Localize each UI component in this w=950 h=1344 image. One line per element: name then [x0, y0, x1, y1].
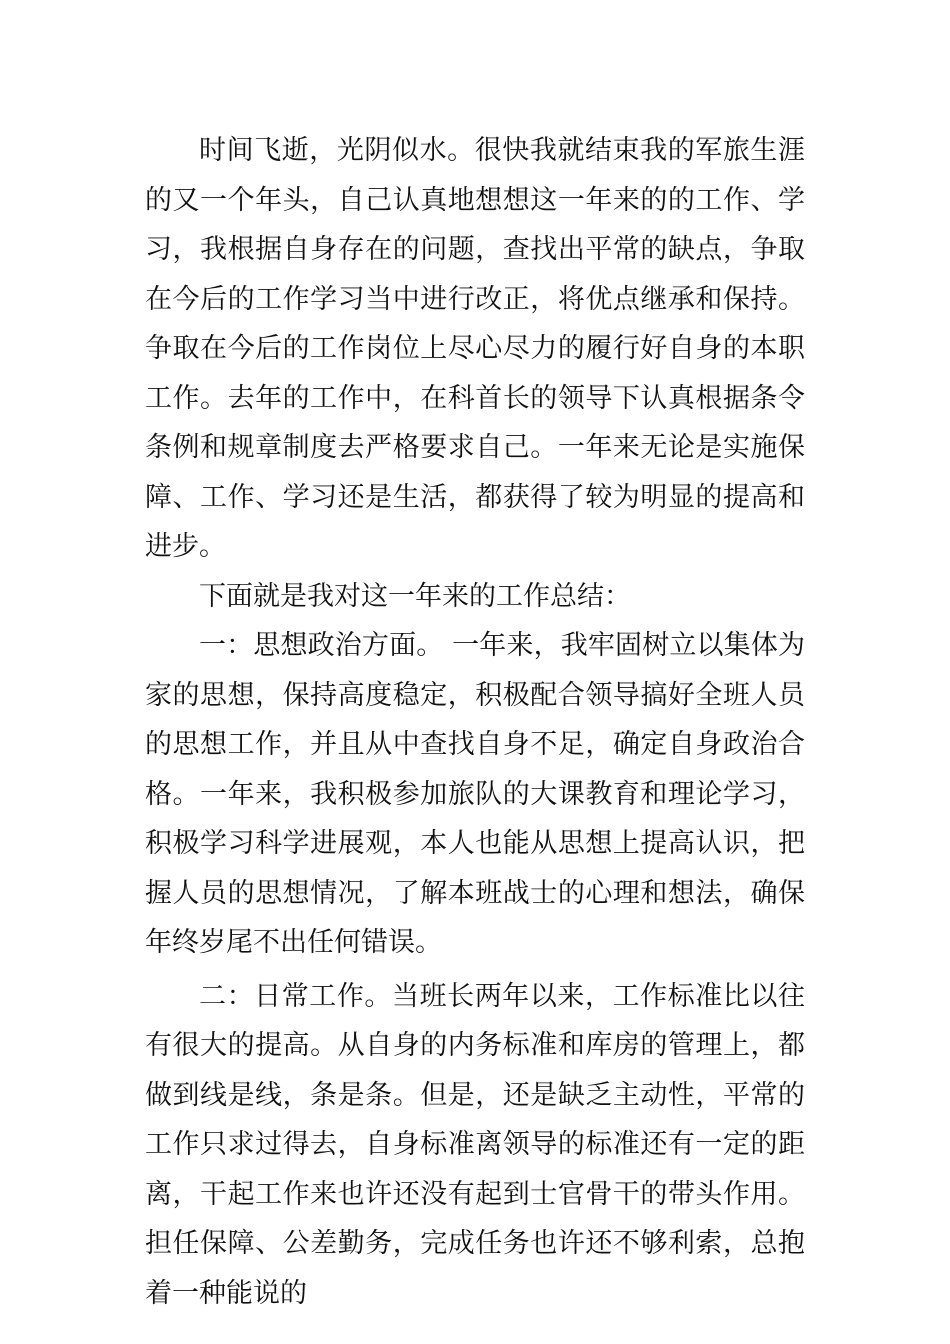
paragraph-intro: 时间飞逝，光阴似水。很快我就结束我的军旅生涯的又一个年头，自己认真地想想这一年来的的工作、学习，我根据自身存在的问题，查找出平常的缺点，争取在今后的工作学习当中进行改正，将优点继承和保持。争取在今后的工作岗位上尽心尽力的履行好自身的本职工作。去年的工作中，在科首长的领导下认真根据条令条例和规章制度去严格要求自己。一年来无论是实施保障、工作、学习还是生活，都获得了较为明显的提高和进步。: [145, 135, 805, 562]
document-page: [145, 126, 805, 1318]
paragraph-summary-lead: 下面就是我对这一年来的工作总结：: [199, 580, 631, 612]
paragraph-political-thought: 一：思想政治方面。 一年来，我牢固树立以集体为家的思想，保持高度稳定，积极配合领导搞好全班人员的思想工作，并且从中查找自身不足，确定自身政治合格。一年来，我积极参加旅队的大课教育和理论学习，积极学习科学进展观，本人也能从思想上提高认识，把握人员的思想情况，了解本班战士的心理和想法，确保年终岁尾不出任何错误。: [145, 630, 805, 958]
paragraph-daily-work: 二：日常工作。当班长两年以来，工作标准比以往有很大的提高。从自身的内务标准和库房的管理上，都做到线是线，条是条。但是，还是缺乏主动性，平常的工作只求过得去，自身标准离领导的标准还有一定的距离，干起工作来也许还没有起到士官骨干的带头作用。担任保障、公差勤务，完成任务也许还不够利索，总抱着一种能说的: [145, 980, 805, 1309]
